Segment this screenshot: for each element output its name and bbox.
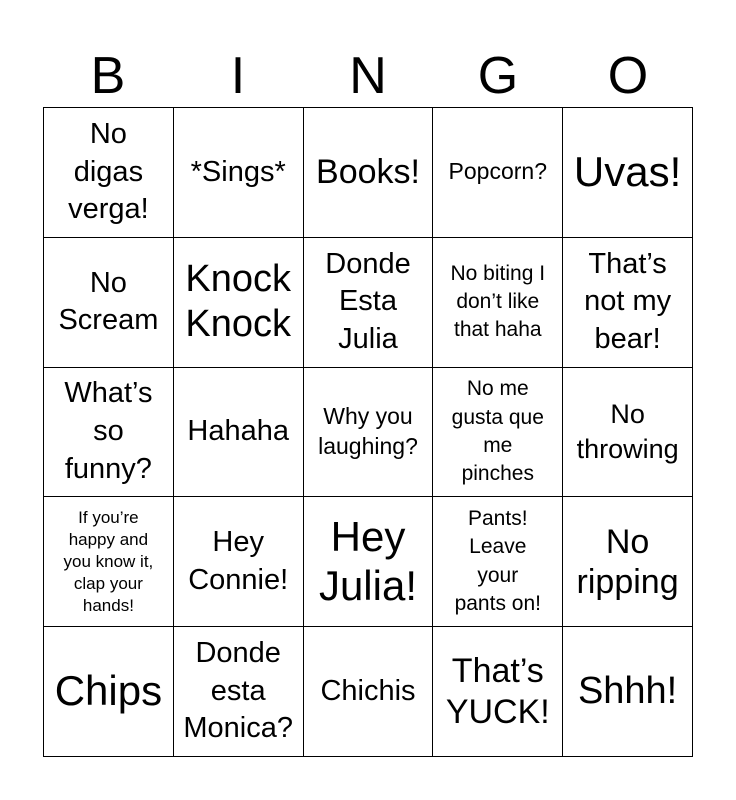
bingo-cell[interactable]: Chips: [44, 627, 174, 757]
bingo-cell[interactable]: Pants! Leave your pants on!: [433, 497, 563, 627]
bingo-cell[interactable]: Donde Esta Julia: [304, 238, 434, 368]
bingo-cell[interactable]: Donde esta Monica?: [174, 627, 304, 757]
bingo-cell[interactable]: No throwing: [563, 368, 693, 498]
bingo-cell[interactable]: No Scream: [44, 238, 174, 368]
bingo-cell[interactable]: That’s YUCK!: [433, 627, 563, 757]
bingo-cell[interactable]: No biting I don’t like that haha: [433, 238, 563, 368]
bingo-cell[interactable]: If you’re happy and you know it, clap your hands!: [44, 497, 174, 627]
bingo-cell[interactable]: Hey Connie!: [174, 497, 304, 627]
bingo-cell[interactable]: Knock Knock: [174, 238, 304, 368]
bingo-cell[interactable]: That’s not my bear!: [563, 238, 693, 368]
bingo-cell[interactable]: Uvas!: [563, 108, 693, 238]
header-letter-o: O: [607, 47, 649, 105]
header-letter-b: B: [90, 47, 126, 105]
header-letter-g: G: [477, 47, 519, 105]
bingo-cell[interactable]: Hahaha: [174, 368, 304, 498]
bingo-board: [43, 107, 693, 757]
bingo-cell[interactable]: Popcorn?: [433, 108, 563, 238]
header-letter-i: I: [230, 47, 246, 105]
bingo-cell[interactable]: Chichis: [304, 627, 434, 757]
bingo-cell[interactable]: What’s so funny?: [44, 368, 174, 498]
bingo-cell[interactable]: No me gusta que me pinches: [433, 368, 563, 498]
header-letter-n: N: [349, 47, 387, 105]
bingo-cell[interactable]: No ripping: [563, 497, 693, 627]
bingo-cell[interactable]: No digas verga!: [44, 108, 174, 238]
bingo-cell[interactable]: Hey Julia!: [304, 497, 434, 627]
bingo-cell[interactable]: Shhh!: [563, 627, 693, 757]
bingo-cell[interactable]: Books!: [304, 108, 434, 238]
bingo-header: [43, 44, 693, 108]
bingo-cell[interactable]: *Sings*: [174, 108, 304, 238]
bingo-cell[interactable]: Why you laughing?: [304, 368, 434, 498]
